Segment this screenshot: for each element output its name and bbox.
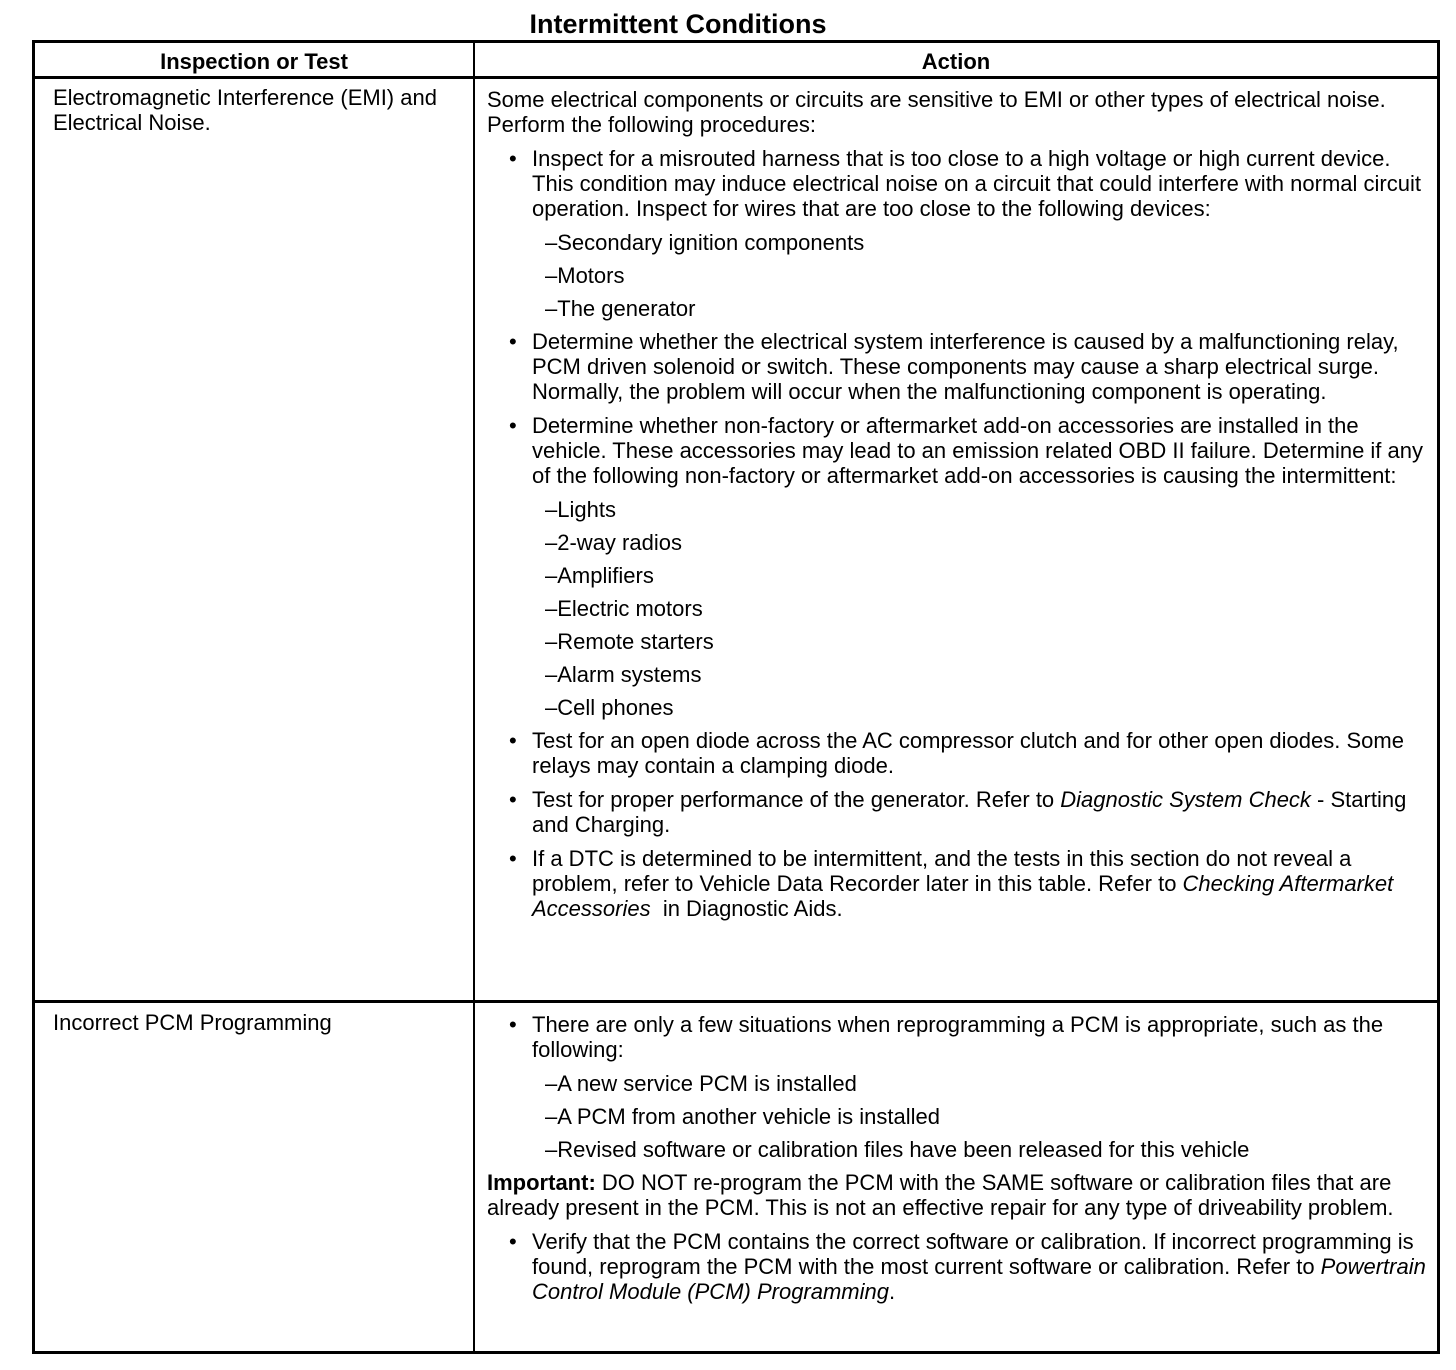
emi-intro: Some electrical components or circuits are sensitive to EMI or other types of electrical noise. Perform the following procedures: <box>487 87 1386 137</box>
row-pcm-action <box>487 1012 1427 1313</box>
emi-bullet-generator <box>487 787 1427 837</box>
emi-accessory-item: – Cell phones <box>487 695 1427 720</box>
header-action: Action <box>921 49 991 74</box>
link-checking-aftermarket-accessories[interactable]: Checking Aftermarket Accessories <box>532 871 1394 921</box>
row-divider <box>35 1000 1437 1003</box>
row-emi-action <box>487 87 1427 930</box>
row-pcm-inspection: Incorrect PCM Programming <box>53 1010 332 1035</box>
emi-bullet-open-diode: • Test for an open diode across the AC compressor clutch and for other open diodes. Some relays may contain a clamping diode. <box>487 728 1427 778</box>
text: . <box>889 1279 896 1304</box>
header-divider <box>35 76 1437 79</box>
column-divider <box>473 43 475 1351</box>
emi-bullet-dtc-intermittent <box>487 846 1427 921</box>
emi-bullet-relay-surge: • Determine whether the electrical system interference is caused by a malfunctioning relay, PCM driven solenoid or switch. These components may cause a sharp electrical surge. Normally, the problem will occur when the malfunctioning component is operating. <box>487 329 1427 404</box>
page-title: Intermittent Conditions <box>529 9 827 39</box>
text: If a DTC is determined to be intermittent, and the tests in this section do not reveal a problem, refer to Vehicle Data Recorder later in this table. Refer to <box>532 846 1352 896</box>
emi-accessory-item: – Electric motors <box>487 596 1427 621</box>
emi-accessory-item: – Alarm systems <box>487 662 1427 687</box>
header-inspection-or-test: Inspection or Test <box>160 49 348 74</box>
important-label: Important: <box>487 1170 596 1195</box>
pcm-sub-item: – A PCM from another vehicle is installed <box>487 1104 1427 1129</box>
emi-bullet-misrouted-harness: • Inspect for a misrouted harness that is too close to a high voltage or high current device. This condition may induce electrical noise on a circuit that could interfere with normal circuit operation. Inspect for wires that are too close to the following devices: <box>487 146 1427 221</box>
row-emi-inspection: Electromagnetic Interference (EMI) and Electrical Noise. <box>53 85 437 135</box>
text: Test for proper performance of the generator. Refer to <box>532 787 1061 812</box>
text: in Diagnostic Aids. <box>650 896 843 921</box>
emi-sub-item: – Motors <box>487 263 1427 288</box>
important-text: DO NOT re-program the PCM with the SAME software or calibration files that are already present in the PCM. This is not an effective repair for any type of driveability problem. <box>487 1170 1394 1220</box>
emi-accessory-item: – 2-way radios <box>487 530 1427 555</box>
pcm-bullet-situations: • There are only a few situations when reprogramming a PCM is appropriate, such as the following: <box>487 1012 1427 1062</box>
pcm-important-note <box>487 1170 1427 1220</box>
emi-accessory-item: – Remote starters <box>487 629 1427 654</box>
pcm-sub-item: – A new service PCM is installed <box>487 1071 1427 1096</box>
emi-bullet-aftermarket: • Determine whether non-factory or aftermarket add-on accessories are installed in the vehicle. These accessories may lead to an emission related OBD II failure. Determine if any of the following non-factory or aftermarket add-on accessories is causing the intermittent: <box>487 413 1427 488</box>
intermittent-conditions-table <box>32 40 1440 1354</box>
pcm-bullet-verify <box>487 1229 1427 1304</box>
emi-accessory-item: – Lights <box>487 497 1427 522</box>
emi-sub-item: – The generator <box>487 296 1427 321</box>
emi-sub-item: – Secondary ignition components <box>487 230 1427 255</box>
link-pcm-programming[interactable]: Powertrain Control Module (PCM) Programming <box>532 1254 1426 1304</box>
text: - Starting and Charging. <box>532 787 1407 837</box>
emi-accessory-item: – Amplifiers <box>487 563 1427 588</box>
text: Verify that the PCM contains the correct software or calibration. If incorrect programming is found, reprogram the PCM with the most current software or calibration. Refer to <box>532 1229 1414 1279</box>
pcm-sub-item: – Revised software or calibration files have been released for this vehicle <box>487 1137 1427 1162</box>
link-diagnostic-system-check[interactable]: Diagnostic System Check <box>1060 787 1311 812</box>
